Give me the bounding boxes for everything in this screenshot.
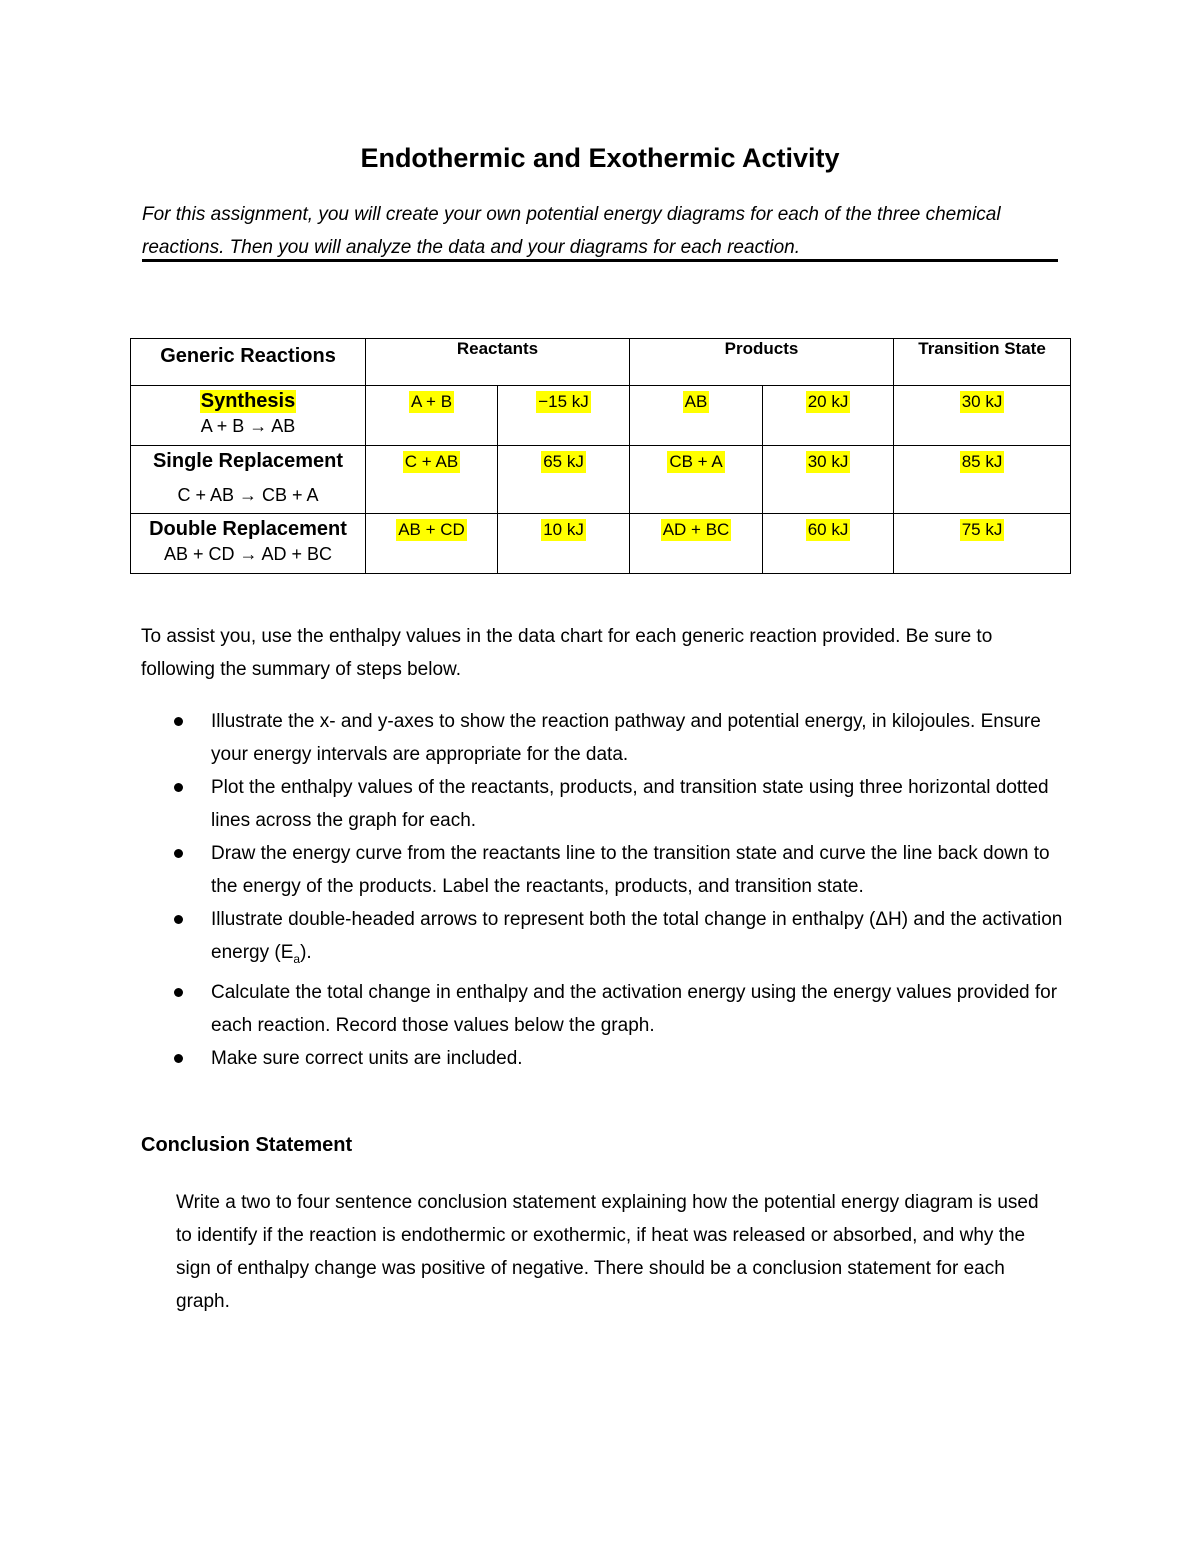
steps-list: [211, 705, 1071, 1075]
reactant-cell: [366, 386, 498, 446]
list-item: [211, 771, 1071, 837]
step-text-main: Illustrate double-headed arrows to represent both the total change in enthalpy (ΔH) and the activation energy (E: [211, 909, 1063, 963]
reactant-formula: C + AB: [404, 452, 459, 471]
activation-subscript: a: [293, 951, 301, 966]
header-transition-state: Transition State: [894, 339, 1071, 386]
step-text: Make sure correct units are included.: [211, 1047, 523, 1069]
list-item: [211, 1042, 1071, 1075]
header-products: Products: [630, 339, 894, 386]
reactant-cell: [366, 514, 498, 574]
list-item: [211, 705, 1071, 771]
product-cell: [630, 386, 763, 446]
reaction-equation: C + AB → CB + A: [177, 485, 319, 505]
transition-energy: 75 kJ: [961, 520, 1003, 539]
reaction-name: Single Replacement: [152, 450, 344, 472]
product-energy-cell: [763, 386, 894, 446]
reaction-name-cell: [131, 446, 366, 514]
product-energy: 20 kJ: [807, 392, 849, 411]
reactant-energy: 65 kJ: [543, 452, 584, 471]
reaction-equation: AB + CD → AD + BC: [163, 544, 333, 564]
transition-energy-cell: [894, 514, 1071, 574]
table-row: [131, 514, 1071, 574]
intro-underline-rule: [142, 259, 1058, 262]
reactant-formula: AB + CD: [398, 520, 465, 539]
conclusion-heading: Conclusion Statement: [141, 1134, 353, 1156]
reactant-formula: A + B: [410, 392, 453, 411]
bullet-icon: [174, 988, 183, 997]
reaction-name: Synthesis: [200, 390, 296, 412]
product-formula: AD + BC: [662, 520, 730, 539]
product-cell: [630, 446, 763, 514]
bullet-icon: [174, 783, 183, 792]
product-energy: 60 kJ: [807, 520, 849, 539]
page-title: Endothermic and Exothermic Activity: [360, 143, 840, 173]
product-formula: AB: [684, 392, 708, 411]
product-energy: 30 kJ: [807, 452, 849, 471]
reaction-equation: A + B → AB: [200, 416, 296, 436]
bullet-icon: [174, 717, 183, 726]
reactant-cell: [366, 446, 498, 514]
product-formula: CB + A: [669, 452, 723, 471]
step-text-end: ).: [300, 942, 312, 963]
reaction-name-cell: [131, 514, 366, 574]
transition-energy-cell: [894, 386, 1071, 446]
step-text: Draw the energy curve from the reactants line to the transition state and curve the line back down to the energy of the products. Label the reactants, products, and transition state.: [211, 843, 1050, 897]
conclusion-text: Write a two to four sentence conclusion statement explaining how the potential energy diagram is used to identify if the reaction is endothermic or exothermic, if heat was released or absorbed, and why the sign of enthalpy change was positive of negative. There should be a conclusion statement for each graph.: [176, 1192, 1039, 1312]
table-row: [131, 446, 1071, 514]
transition-energy: 30 kJ: [961, 392, 1003, 411]
header-reactants: Reactants: [366, 339, 630, 386]
table-header-row: [131, 339, 1071, 386]
assist-paragraph: To assist you, use the enthalpy values in the data chart for each generic reaction provided. Be sure to following the summary of steps below.: [141, 626, 993, 680]
list-item: [211, 837, 1071, 903]
transition-energy-cell: [894, 446, 1071, 514]
reaction-name: Double Replacement: [149, 518, 347, 540]
list-item: [211, 903, 1071, 976]
product-cell: [630, 514, 763, 574]
bullet-icon: [174, 915, 183, 924]
table-row: [131, 386, 1071, 446]
step-text: Plot the enthalpy values of the reactants, products, and transition state using three horizontal dotted lines across the graph for each.: [211, 777, 1049, 831]
reaction-data-table: [130, 338, 1071, 574]
step-text: Illustrate the x- and y-axes to show the reaction pathway and potential energy, in kilojoules. Ensure your energy intervals are appropriate for the data.: [211, 711, 1041, 765]
step-text: Calculate the total change in enthalpy and the activation energy using the energy values provided for each reaction. Record those values below the graph.: [211, 981, 1058, 1036]
reactant-energy-cell: [498, 446, 630, 514]
product-energy-cell: [763, 446, 894, 514]
reactant-energy-cell: [498, 386, 630, 446]
reaction-name-cell: [131, 386, 366, 446]
step-text: [211, 909, 1063, 966]
intro-instructions: For this assignment, you will create your own potential energy diagrams for each of the three chemical reactions. Then you will analyze the data and your diagrams for each reaction.: [142, 204, 1001, 258]
reactant-energy: −15 kJ: [538, 392, 589, 411]
reactant-energy-cell: [498, 514, 630, 574]
list-item: [211, 976, 1071, 1042]
product-energy-cell: [763, 514, 894, 574]
reactant-energy: 10 kJ: [543, 520, 584, 539]
bullet-icon: [174, 1054, 183, 1063]
header-generic-reactions: Generic Reactions: [131, 339, 366, 386]
transition-energy: 85 kJ: [961, 452, 1003, 471]
bullet-icon: [174, 849, 183, 858]
